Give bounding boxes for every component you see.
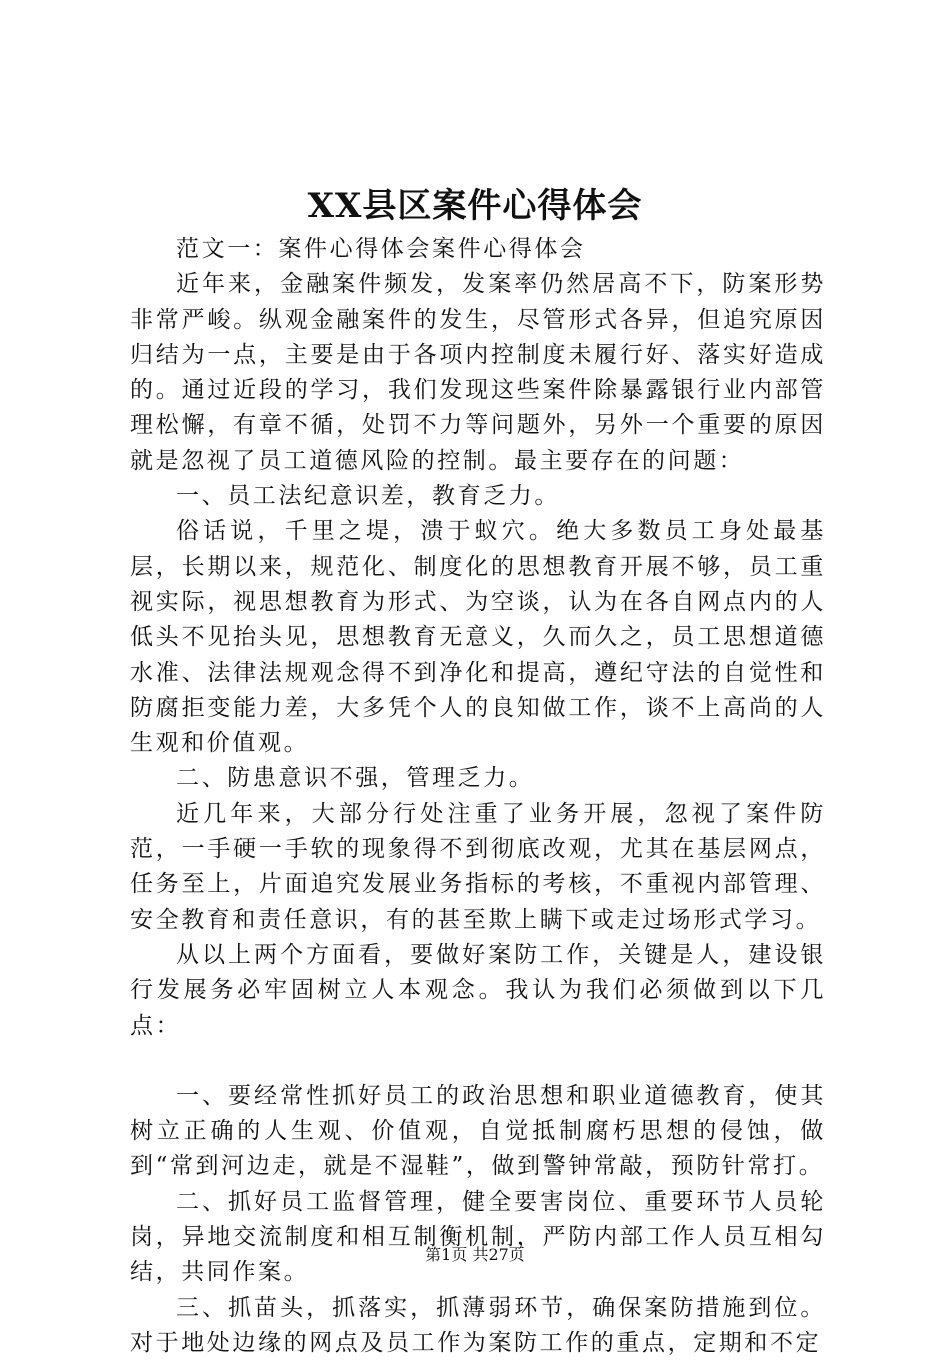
paragraph: 三、抓苗头，抓落实，抓薄弱环节，确保案防措施到位。对于地处边缘的网点及员工作为案防工作的重点，定期和不定 — [130, 1294, 826, 1356]
paragraph: 近年来，金融案件频发，发案率仍然居高不下，防案形势非常严峻。纵观金融案件的发生，尽管形式各异，但追究原因归结为一点，主要是由于各项内控制度未履行好、落实好造成的。通过近段的学习，我们发现这些案件除暴露银行业内部管理松懈，有章不循，处罚不力等问题外，另外一个重要的原因就是忽视了员工道德风险的控制。最主要存在的问题： — [130, 271, 826, 474]
section-heading: 二、防患意识不强，管理乏力。 — [176, 765, 535, 792]
paragraph: 二、抓好员工监督管理，健全要害岗位、重要环节人员轮岗，异地交流制度和相互制衡机制，严防内部工作人员互相勾结，共同作案。 — [130, 1188, 826, 1286]
paragraph-subtitle: 范文一：案件心得体会案件心得体会 — [176, 236, 586, 262]
page-number-footer: 第1页 共27页 — [425, 1245, 525, 1264]
paragraph: 从以上两个方面看，要做好案防工作，关键是人，建设银行发展务必牢固树立人本观念。我认为我们必须做到以下几点： — [130, 941, 826, 1039]
section-heading: 一、员工法纪意识差，教育乏力。 — [176, 483, 560, 510]
document-title: XX县区案件心得体会 — [307, 186, 643, 226]
paragraph: 一、要经常性抓好员工的政治思想和职业道德教育，使其树立正确的人生观、价值观，自觉抵制腐朽思想的侵蚀，做到“常到河边走，就是不湿鞋”，做到警钟常敲，预防针常打。 — [130, 1082, 826, 1180]
document-body — [130, 232, 826, 1361]
paragraph: 俗话说，千里之堤，溃于蚁穴。绝大多数员工身处最基层，长期以来，规范化、制度化的思想教育开展不够，员工重视实际，视思想教育为形式、为空谈，认为在各自网点内的人低头不见抬头见，思想教育无意义，久而久之，员工思想道德水准、法律法规观念得不到净化和提高，遵纪守法的自觉性和防腐拒变能力差，大多凭个人的良知做工作，谈不上高尚的人生观和价值观。 — [130, 518, 826, 757]
paragraph: 近几年来，大部分行处注重了业务开展，忽视了案件防范，一手硬一手软的现象得不到彻底改观，尤其在基层网点，任务至上，片面追究发展业务指标的考核，不重视内部管理、安全教育和责任意识，有的甚至欺上瞒下或走过场形式学习。 — [130, 800, 826, 933]
